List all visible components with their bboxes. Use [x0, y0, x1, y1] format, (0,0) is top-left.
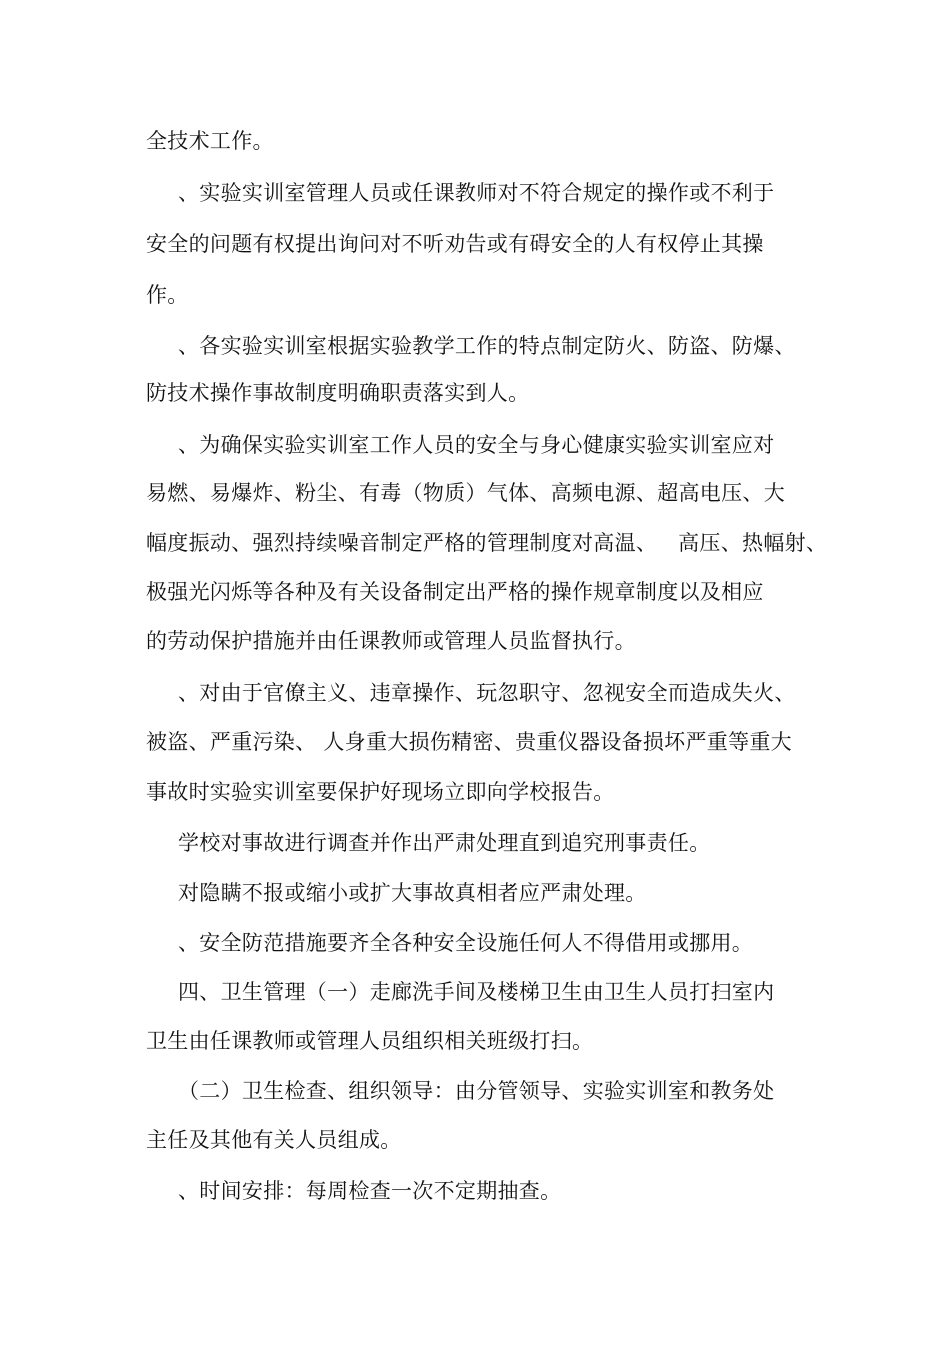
- text-line: 、各实验实训室根据实验教学工作的特点制定防火、防盗、防爆、: [178, 334, 796, 358]
- text-line: 、实验实训室管理人员或任课教师对不符合规定的操作或不利于: [178, 181, 775, 205]
- text-line: 、为确保实验实训室工作人员的安全与身心健康实验实训室应对: [178, 433, 775, 457]
- text-line: 幅度振动、强烈持续噪音制定严格的管理制度对高温、 高压、热幅射、: [146, 531, 828, 555]
- text-line: 安全的问题有权提出询问对不听劝告或有碍安全的人有权停止其操: [146, 232, 764, 256]
- text-line: 、安全防范措施要齐全各种安全设施任何人不得借用或挪用。: [178, 931, 754, 955]
- text-line: 学校对事故进行调查并作出严肃处理直到追究刑事责任。: [178, 831, 711, 855]
- text-line: 四、卫生管理（一）走廊洗手间及楼梯卫生由卫生人员打扫室内: [178, 980, 775, 1004]
- text-line: 易燃、易爆炸、粉尘、有毒（物质）气体、高频电源、超高电压、大: [146, 481, 785, 505]
- text-line: （二）卫生检查、组织领导：由分管领导、实验实训室和教务处: [178, 1079, 775, 1103]
- text-line: 防技术操作事故制度明确职责落实到人。: [146, 381, 530, 405]
- text-line: 、对由于官僚主义、违章操作、玩忽职守、忽视安全而造成失火、: [178, 681, 796, 705]
- text-line: 极强光闪烁等各种及有关设备制定出严格的操作规章制度以及相应: [146, 580, 764, 604]
- text-line: 被盗、严重污染、 人身重大损伤精密、贵重仪器设备损坏严重等重大: [146, 730, 792, 754]
- text-line: 对隐瞒不报或缩小或扩大事故真相者应严肃处理。: [178, 881, 647, 905]
- text-line: 主任及其他有关人员组成。: [146, 1128, 402, 1152]
- text-line: 事故时实验实训室要保护好现场立即向学校报告。: [146, 780, 615, 804]
- text-line: 卫生由任课教师或管理人员组织相关班级打扫。: [146, 1029, 594, 1053]
- text-line: 的劳动保护措施并由任课教师或管理人员监督执行。: [146, 629, 636, 653]
- text-line: 全技术工作。: [146, 129, 274, 153]
- text-line: 作。: [146, 283, 189, 307]
- text-line: 、时间安排：每周检查一次不定期抽查。: [178, 1179, 562, 1203]
